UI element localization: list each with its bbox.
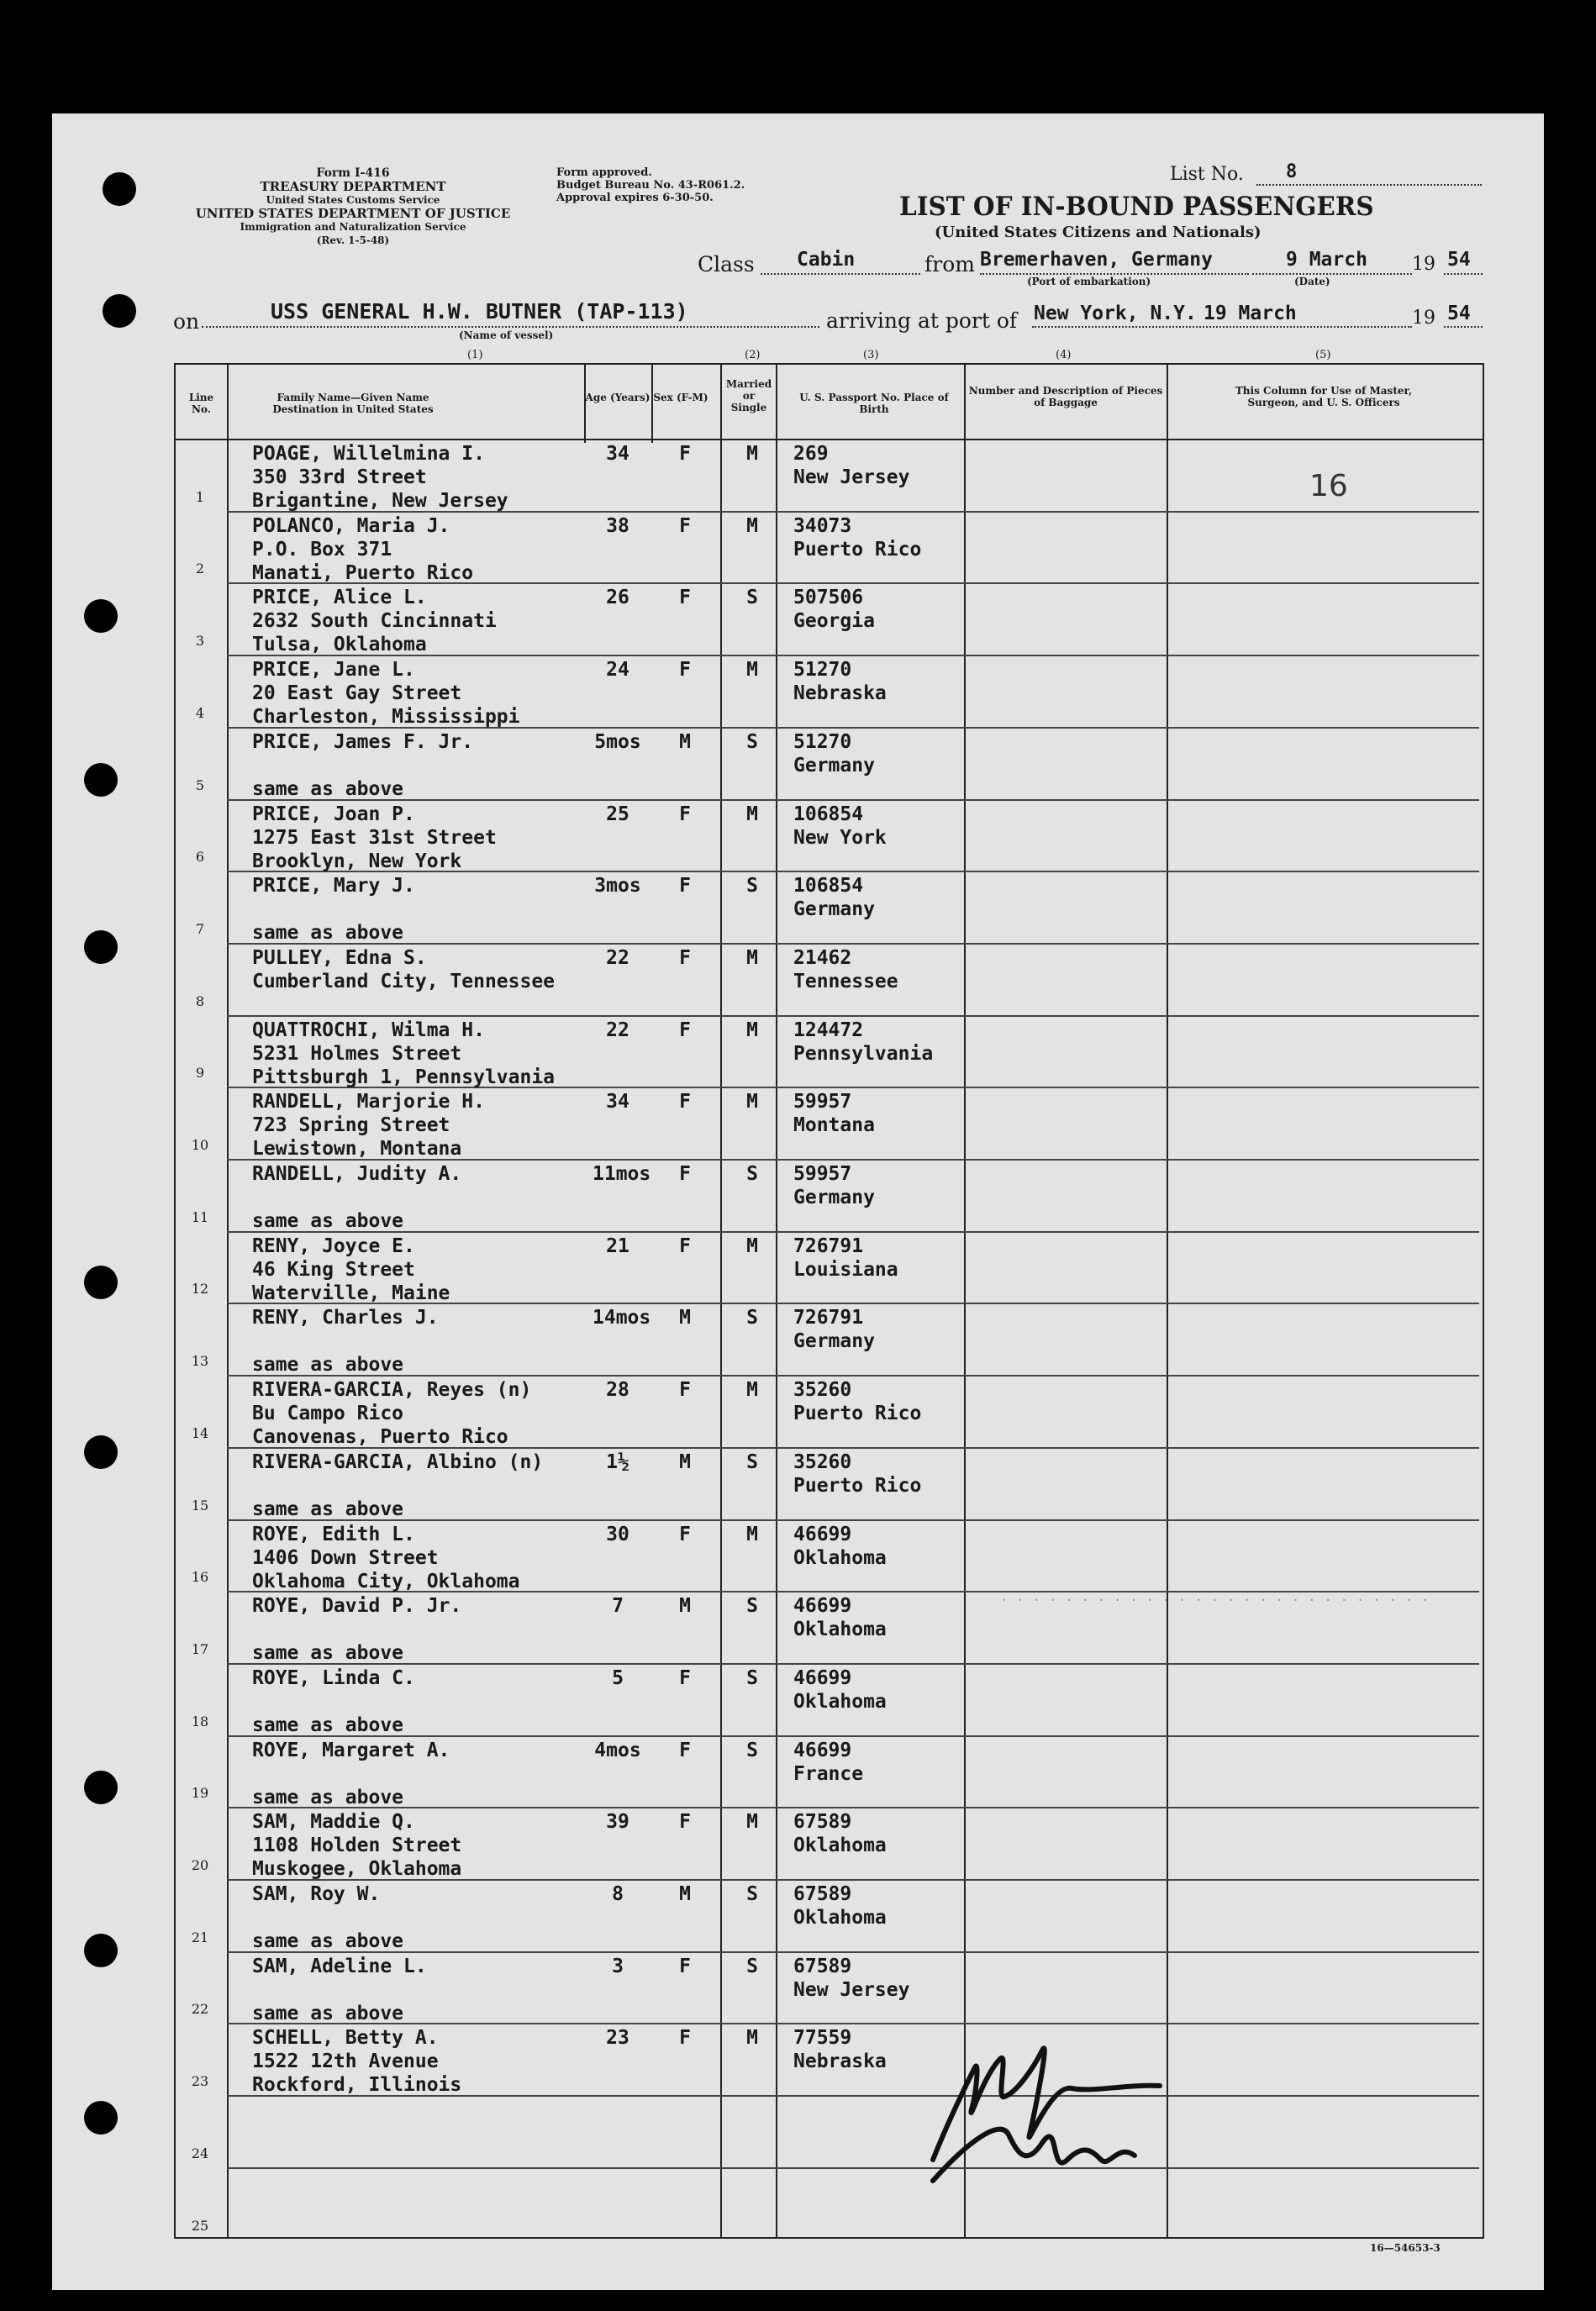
address-line: 5231 Holmes Street	[252, 1042, 462, 1065]
class-label: Class	[698, 252, 755, 276]
address-line: 2632 South Cincinnati	[252, 610, 497, 633]
col-number: (1)	[467, 349, 483, 361]
place-of-birth: New Jersey	[793, 466, 910, 488]
footer-code: 16—54653-3	[1370, 2242, 1441, 2254]
marital-status: S	[746, 587, 758, 609]
passenger-name: PRICE, Jane L.	[252, 659, 415, 682]
passenger-sex: M	[679, 1595, 691, 1618]
passenger-name: PRICE, Mary J.	[252, 875, 415, 898]
passenger-name: PRICE, James F. Jr.	[252, 730, 474, 753]
passenger-age: 28	[606, 1379, 629, 1402]
col-number: (2)	[745, 349, 761, 361]
vessel-caption: (Name of vessel)	[459, 329, 554, 341]
passenger-sex: F	[679, 587, 691, 609]
marital-status: S	[746, 1883, 758, 1905]
passenger-sex: F	[679, 1019, 691, 1041]
from-caption: (Port of embarkation)	[1027, 276, 1151, 287]
place-of-birth: Nebraska	[793, 682, 887, 705]
place-of-birth: Tennessee	[793, 970, 898, 992]
passport-number: 106854	[793, 803, 864, 825]
passport-number: 59957	[793, 1163, 852, 1185]
passenger-name: RANDELL, Marjorie H.	[252, 1091, 485, 1113]
address-line: same as above	[252, 1354, 404, 1377]
address-line: Tulsa, Oklahoma	[252, 634, 427, 656]
row-divider	[227, 1807, 1479, 1808]
line-number: 17	[191, 1640, 209, 1657]
passenger-name: SCHELL, Betty A.	[252, 2027, 439, 2050]
punch-hole	[103, 172, 136, 206]
line-number: 11	[191, 1208, 209, 1225]
passenger-sex: F	[679, 1739, 691, 1761]
line-number: 10	[191, 1137, 209, 1153]
address-line: Canovenas, Puerto Rico	[252, 1426, 508, 1449]
line-number: 23	[191, 2073, 209, 2090]
passenger-name: RIVERA-GARCIA, Reyes (n)	[252, 1379, 532, 1402]
passenger-age: 24	[606, 659, 629, 682]
col-number: (5)	[1315, 349, 1331, 361]
address-line: same as above	[252, 1642, 404, 1665]
passport-number: 726791	[793, 1307, 864, 1329]
address-line: Cumberland City, Tennessee	[252, 970, 556, 992]
place-of-birth: Nebraska	[793, 2050, 887, 2073]
passport-number: 67589	[793, 1811, 852, 1834]
passenger-age: 26	[606, 587, 629, 609]
passenger-name: POAGE, Willelmina I.	[252, 443, 485, 465]
line-number: 18	[191, 1713, 209, 1729]
date-caption: (Date)	[1294, 276, 1330, 287]
punch-hole	[84, 1266, 118, 1299]
passenger-name: ROYE, David P. Jr.	[252, 1595, 462, 1618]
passport-number: 59957	[793, 1091, 852, 1113]
address-line: same as above	[252, 1714, 404, 1736]
place-of-birth: Louisiana	[793, 1258, 898, 1281]
marital-status: M	[746, 1811, 758, 1834]
address-line: Charleston, Mississippi	[252, 706, 520, 729]
place-of-birth: New York	[793, 826, 887, 849]
passenger-sex: F	[679, 1955, 691, 1977]
place-of-birth: Oklahoma	[793, 1835, 887, 1857]
marital-status: M	[746, 1234, 758, 1257]
passport-number: 46699	[793, 1595, 852, 1618]
departure-year-prefix: 19	[1412, 254, 1435, 275]
place-of-birth: Puerto Rico	[793, 1403, 922, 1425]
row-divider	[227, 2023, 1479, 2024]
address-line: same as above	[252, 922, 404, 945]
passenger-age: 38	[606, 514, 629, 537]
form-line: TREASURY DEPARTMENT	[260, 179, 446, 194]
passenger-sex: F	[679, 803, 691, 825]
line-number: 22	[191, 2001, 209, 2018]
form-line: (Rev. 1-5-48)	[316, 234, 390, 246]
line-number: 15	[191, 1497, 209, 1513]
row-divider	[227, 799, 1479, 801]
passenger-name: RIVERA-GARCIA, Albino (n)	[252, 1450, 544, 1473]
passport-number: 269	[793, 443, 829, 465]
passport-number: 51270	[793, 659, 852, 682]
passenger-sex: F	[679, 1163, 691, 1185]
line-number: 8	[195, 992, 205, 1009]
line-number: 5	[195, 776, 205, 793]
address-line: 1406 Down Street	[252, 1546, 439, 1569]
passport-number: 124472	[793, 1019, 864, 1041]
punch-hole	[103, 294, 136, 328]
marital-status: S	[746, 1666, 758, 1689]
row-divider	[227, 1231, 1479, 1233]
address-line: same as above	[252, 2002, 404, 2024]
address-line: Pittsburgh 1, Pennsylvania	[252, 1066, 556, 1088]
place-of-birth: Germany	[793, 754, 875, 776]
line-number: 4	[195, 704, 205, 721]
marital-status: M	[746, 1091, 758, 1113]
address-line: Brigantine, New Jersey	[252, 490, 508, 512]
passenger-age: 39	[606, 1811, 629, 1834]
passenger-name: SAM, Roy W.	[252, 1883, 381, 1905]
column-header-officers: This Column for Use of Master, Surgeon, and U. S. Officers	[1235, 385, 1413, 408]
passenger-name: PRICE, Alice L.	[252, 587, 427, 609]
officers-note: 16	[1309, 469, 1348, 503]
column-header-name: Family Name—Given Name Destination in United States	[272, 392, 434, 415]
passenger-name: RENY, Joyce E.	[252, 1234, 415, 1257]
place-of-birth: Germany	[793, 1330, 875, 1353]
passenger-age: 11mos	[593, 1163, 651, 1185]
place-of-birth: Georgia	[793, 610, 875, 633]
passport-number: 35260	[793, 1379, 852, 1402]
approval-line: Budget Bureau No. 43-R061.2.	[556, 179, 745, 192]
punch-hole	[84, 599, 118, 633]
arrival-port: New York, N.Y.	[1034, 303, 1197, 324]
passenger-age: 4mos	[594, 1739, 641, 1761]
passenger-name: ROYE, Linda C.	[252, 1666, 415, 1689]
line-number: 14	[191, 1424, 209, 1441]
form-id-block	[168, 166, 538, 247]
address-line: 20 East Gay Street	[252, 682, 462, 705]
passport-number: 726791	[793, 1234, 864, 1257]
line-number: 1	[195, 488, 205, 505]
passport-number: 106854	[793, 875, 864, 898]
list-no-value: 8	[1286, 161, 1298, 182]
passenger-age: 30	[606, 1523, 629, 1545]
column-header-passport: U. S. Passport No. Place of Birth	[799, 392, 949, 415]
form-line: UNITED STATES DEPARTMENT OF JUSTICE	[195, 206, 511, 221]
passenger-name: PULLEY, Edna S.	[252, 946, 427, 969]
approval-line: Form approved.	[556, 166, 652, 179]
passenger-sex: F	[679, 1234, 691, 1257]
passenger-name: ROYE, Edith L.	[252, 1523, 415, 1545]
passenger-age: 22	[606, 1019, 629, 1041]
passenger-sex: F	[679, 946, 691, 969]
line-number: 19	[191, 1785, 209, 1802]
place-of-birth: Pennsylvania	[793, 1042, 934, 1065]
marital-status: S	[746, 1163, 758, 1185]
address-line: Bu Campo Rico	[252, 1403, 404, 1425]
form-line: Form I-416	[316, 166, 390, 180]
marital-status: S	[746, 1307, 758, 1329]
passenger-sex: F	[679, 1523, 691, 1545]
line-number: 25	[191, 2217, 209, 2234]
place-of-birth: Oklahoma	[793, 1907, 887, 1929]
address-line: P.O. Box 371	[252, 538, 392, 561]
passport-number: 21462	[793, 946, 852, 969]
passenger-age: 21	[606, 1234, 629, 1257]
marital-status: M	[746, 514, 758, 537]
address-line: same as above	[252, 777, 404, 800]
col-number: (3)	[863, 349, 879, 361]
address-line: Waterville, Maine	[252, 1282, 450, 1304]
passenger-name: QUATTROCHI, Wilma H.	[252, 1019, 485, 1041]
passport-number: 35260	[793, 1450, 852, 1473]
marital-status: M	[746, 1379, 758, 1402]
marital-status: M	[746, 1523, 758, 1545]
line-number: 16	[191, 1569, 209, 1586]
on-label: on	[173, 309, 200, 334]
class-value: Cabin	[797, 249, 856, 271]
passenger-name: RANDELL, Judity A.	[252, 1163, 462, 1185]
signature-icon	[916, 2017, 1219, 2202]
column-header-baggage: Number and Description of Pieces of Baggage	[968, 385, 1163, 408]
row-divider	[227, 1735, 1479, 1737]
line-number: 3	[195, 633, 205, 650]
punch-hole	[84, 1934, 118, 1967]
passport-number: 51270	[793, 730, 852, 753]
arriving-label: arriving at port of	[826, 308, 1018, 333]
column-header-line-no: Line No.	[188, 392, 214, 415]
column-header-sex: Sex (F-M)	[653, 392, 708, 403]
passport-number: 507506	[793, 587, 864, 609]
address-line: same as above	[252, 1498, 404, 1520]
passport-number: 46699	[793, 1666, 852, 1689]
passenger-sex: F	[679, 1811, 691, 1834]
address-line: 1522 12th Avenue	[252, 2050, 439, 2073]
passenger-name: ROYE, Margaret A.	[252, 1739, 450, 1761]
passenger-sex: F	[679, 2027, 691, 2050]
address-line: 46 King Street	[252, 1258, 415, 1281]
from-value: Bremerhaven, Germany	[980, 249, 1213, 271]
row-divider	[227, 1015, 1479, 1017]
passenger-sex: M	[679, 1450, 691, 1473]
passenger-age: 7	[612, 1595, 624, 1618]
passenger-age: 34	[606, 1091, 629, 1113]
passenger-name: PRICE, Joan P.	[252, 803, 415, 825]
marital-status: S	[746, 1955, 758, 1977]
punch-hole	[84, 930, 118, 964]
passenger-age: 34	[606, 443, 629, 465]
passenger-age: 1½	[606, 1450, 629, 1473]
vessel-name: USS GENERAL H.W. BUTNER (TAP-113)	[271, 299, 688, 324]
place-of-birth: Germany	[793, 1187, 875, 1208]
place-of-birth: Oklahoma	[793, 1690, 887, 1713]
arrival-year-prefix: 19	[1412, 308, 1435, 329]
marital-status: S	[746, 730, 758, 753]
address-line: same as above	[252, 1210, 404, 1232]
passenger-age: 14mos	[593, 1307, 651, 1329]
passenger-name: SAM, Adeline L.	[252, 1955, 427, 1977]
passport-number: 77559	[793, 2027, 852, 2050]
passenger-age: 3	[612, 1955, 624, 1977]
passenger-name: POLANCO, Maria J.	[252, 514, 450, 537]
page-subtitle: (United States Citizens and Nationals)	[935, 224, 1262, 241]
marital-status: M	[746, 443, 758, 465]
row-divider	[227, 2167, 1479, 2169]
column-header-married: Married or Single	[725, 378, 772, 413]
passenger-sex: F	[679, 875, 691, 898]
passenger-sex: F	[679, 659, 691, 682]
address-line: Brooklyn, New York	[252, 850, 462, 872]
line-number: 24	[191, 2145, 209, 2161]
row-divider	[227, 1375, 1479, 1377]
list-no-label: List No.	[1170, 164, 1244, 185]
passenger-sex: F	[679, 1379, 691, 1402]
marital-status: M	[746, 1019, 758, 1041]
line-number: 21	[191, 1929, 209, 1945]
address-line: 1275 East 31st Street	[252, 826, 497, 849]
approval-line: Approval expires 6-30-50.	[556, 192, 714, 204]
row-divider	[227, 1519, 1479, 1521]
passport-number: 67589	[793, 1883, 852, 1905]
place-of-birth: Oklahoma	[793, 1546, 887, 1569]
punch-hole	[84, 763, 118, 797]
address-line: Lewistown, Montana	[252, 1138, 462, 1161]
departure-date: 9 March	[1286, 249, 1367, 271]
address-line: Rockford, Illinois	[252, 2074, 462, 2097]
passenger-age: 5mos	[594, 730, 641, 753]
address-line: 350 33rd Street	[252, 466, 427, 488]
bleed-through-text: . . . . . . . . . . . . . . . . . . . . . . . . . . .	[1000, 1588, 1430, 1604]
row-divider	[227, 943, 1479, 945]
address-line: 1108 Holden Street	[252, 1835, 462, 1857]
approval-block	[556, 166, 745, 204]
passenger-sex: M	[679, 730, 691, 753]
passenger-sex: F	[679, 1666, 691, 1689]
marital-status: M	[746, 659, 758, 682]
address-line: 723 Spring Street	[252, 1114, 450, 1137]
passenger-age: 5	[612, 1666, 624, 1689]
arrival-year-suffix: 54	[1447, 303, 1471, 324]
place-of-birth: Germany	[793, 898, 875, 921]
line-number: 13	[191, 1353, 209, 1370]
row-divider	[227, 1663, 1479, 1665]
passenger-sex: F	[679, 1091, 691, 1113]
passenger-name: RENY, Charles J.	[252, 1307, 439, 1329]
passenger-sex: M	[679, 1307, 691, 1329]
passenger-name: SAM, Maddie Q.	[252, 1811, 415, 1834]
passenger-age: 3mos	[594, 875, 641, 898]
address-line: Manati, Puerto Rico	[252, 561, 474, 584]
address-line: same as above	[252, 1786, 404, 1808]
column-header-age: Age (Years)	[585, 392, 651, 403]
place-of-birth: Montana	[793, 1114, 875, 1137]
passenger-age: 8	[612, 1883, 624, 1905]
marital-status: M	[746, 946, 758, 969]
line-number: 2	[195, 561, 205, 577]
passenger-age: 22	[606, 946, 629, 969]
punch-hole	[84, 1435, 118, 1469]
row-divider	[227, 1951, 1479, 1953]
address-line: same as above	[252, 1930, 404, 1952]
marital-status: M	[746, 803, 758, 825]
form-line: Immigration and Naturalization Service	[240, 221, 466, 233]
punch-hole	[84, 2101, 118, 2135]
passport-number: 34073	[793, 514, 852, 537]
from-label: from	[924, 252, 975, 276]
punch-hole	[84, 1771, 118, 1804]
passport-number: 67589	[793, 1955, 852, 1977]
passenger-age: 25	[606, 803, 629, 825]
place-of-birth: Puerto Rico	[793, 1474, 922, 1497]
col-number: (4)	[1056, 349, 1072, 361]
line-number: 20	[191, 1857, 209, 1873]
departure-year-suffix: 54	[1447, 249, 1471, 271]
passenger-sex: F	[679, 514, 691, 537]
marital-status: S	[746, 1450, 758, 1473]
address-line: Muskogee, Oklahoma	[252, 1858, 462, 1881]
place-of-birth: Oklahoma	[793, 1619, 887, 1641]
passport-number: 46699	[793, 1523, 852, 1545]
place-of-birth: France	[793, 1762, 864, 1785]
address-line: Oklahoma City, Oklahoma	[252, 1570, 520, 1592]
marital-status: S	[746, 875, 758, 898]
form-line: United States Customs Service	[266, 194, 440, 206]
passenger-sex: F	[679, 443, 691, 465]
passport-number: 46699	[793, 1739, 852, 1761]
place-of-birth: Puerto Rico	[793, 538, 922, 561]
marital-status: M	[746, 2027, 758, 2050]
passenger-age: 23	[606, 2027, 629, 2050]
passenger-sex: M	[679, 1883, 691, 1905]
line-number: 7	[195, 920, 205, 937]
place-of-birth: New Jersey	[793, 1978, 910, 2001]
line-number: 9	[195, 1065, 205, 1082]
marital-status: S	[746, 1595, 758, 1618]
marital-status: S	[746, 1739, 758, 1761]
line-number: 12	[191, 1281, 209, 1298]
page-title: LIST OF IN-BOUND PASSENGERS	[899, 192, 1374, 222]
arrival-date: 19 March	[1204, 303, 1297, 324]
line-number: 6	[195, 849, 205, 866]
